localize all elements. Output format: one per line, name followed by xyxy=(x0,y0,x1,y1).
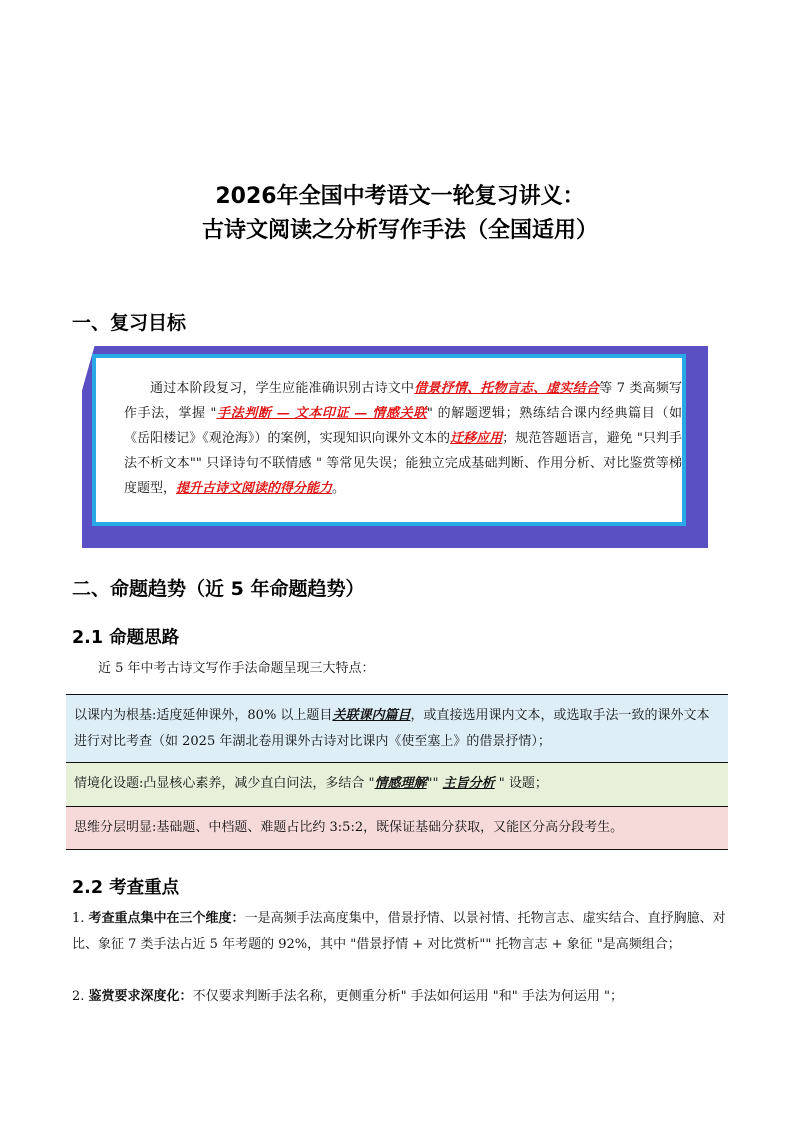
trend-row-2 xyxy=(66,762,728,806)
ideas-intro: 近 5 年中考古诗文写作手法命题呈现三大特点： xyxy=(98,661,375,676)
document-title xyxy=(0,180,800,248)
trend-row-1 xyxy=(66,694,728,762)
objectives-text xyxy=(124,376,682,501)
objectives-box-panel xyxy=(92,354,686,526)
focus-item-2-text: 不仅要求判断手法名称，更侧重分析" 手法如何运用 "和" 手法为何运用 "； xyxy=(192,989,624,1004)
trend-row-1-emphasis: 关联课内篇目 xyxy=(332,708,411,723)
trend-row-2-text-1: :凸显核心素养，减少直白问法，多结合 " xyxy=(139,776,375,791)
focus-item-1 xyxy=(72,906,728,958)
objectives-text-part-5: 。 xyxy=(332,481,346,496)
subsection-heading-focus: 2.2 考查重点 xyxy=(72,878,180,898)
trend-row-2-lead: 情境化设题 xyxy=(74,776,140,791)
focus-item-2-number: 2. xyxy=(72,989,85,1004)
trend-row-1-text-2: ，或直接选用课内文本，或选取手法一致的课外文本进行对比考查（如 2025 年湖北卷用课外古诗对比课内《使至塞上》的借景抒情）； xyxy=(74,708,710,749)
objectives-text-part-4: ；规范答题语言，避免 "只判手法不析文本"" 只译诗句不联情感 " 等常见失误；能独立完成基础判断、作用分析、对比鉴赏等梯度题型， xyxy=(124,431,682,496)
highlight-score: 提升古诗文阅读的得分能力 xyxy=(176,481,333,496)
subsection-heading-ideas: 2.1 命题思路 xyxy=(72,628,180,648)
objectives-text-part-1: 通过本阶段复习，学生应能准确识别古诗文中 xyxy=(150,381,415,396)
trend-row-2-emphasis-1: 情感理解 xyxy=(374,776,427,791)
focus-item-1-text: 一是高频手法高度集中，借景抒情、以景衬情、托物言志、虚实结合、直抒胸臆、对比、象征 7 类手法占近 5 年考题的 92%，其中 "借景抒情 + 对比赏析"" 托物言志 + 象征 "是高频组合； xyxy=(72,911,726,952)
objectives-text-part-3: " 的解题逻辑；熟练结合课内经典篇目（如《岳阳楼记》《观沧海》）的案例，实现知识向课外文本的 xyxy=(124,406,682,446)
objectives-text-part-2: 等 7 类高频写作手法，掌握 " xyxy=(124,381,682,421)
objectives-box xyxy=(82,346,708,548)
trend-row-2-emphasis-2: 主旨分析 xyxy=(442,776,495,791)
focus-item-1-number: 1. xyxy=(72,911,85,926)
focus-item-1-lead: 考查重点集中在三个维度： xyxy=(88,911,245,926)
trend-row-3 xyxy=(66,806,728,850)
trend-row-1-lead: 以课内为根基 xyxy=(74,708,153,723)
highlight-techniques: 借景抒情、托物言志、虚实结合 xyxy=(414,381,600,396)
title-line-1: 2026年全国中考语文一轮复习讲义： xyxy=(215,184,585,209)
trend-row-3-text: 明显:基础题、中档题、难题占比约 3:5:2，既保证基础分获取，又能区分高分段考生。 xyxy=(126,820,624,835)
section-heading-trends: 二、命题趋势（近 5 年命题趋势） xyxy=(72,578,365,600)
highlight-transfer: 迁移应用 xyxy=(450,431,503,446)
section-heading-objectives: 一、复习目标 xyxy=(72,312,187,334)
trend-row-2-text-2: "" xyxy=(426,776,443,791)
highlight-logic: 手法判断 — 文本印证 — 情感关联 xyxy=(216,406,427,421)
title-line-2: 古诗文阅读之分析写作手法（全国适用） xyxy=(201,218,598,243)
trend-row-1-text-1: :适度延伸课外，80% 以上题目 xyxy=(152,708,333,723)
focus-item-2-lead: 鉴赏要求深度化： xyxy=(88,989,193,1004)
trend-row-3-lead: 思维分层 xyxy=(74,820,127,835)
focus-item-2 xyxy=(72,984,728,1010)
trend-row-2-text-3: " 设题； xyxy=(494,776,548,791)
